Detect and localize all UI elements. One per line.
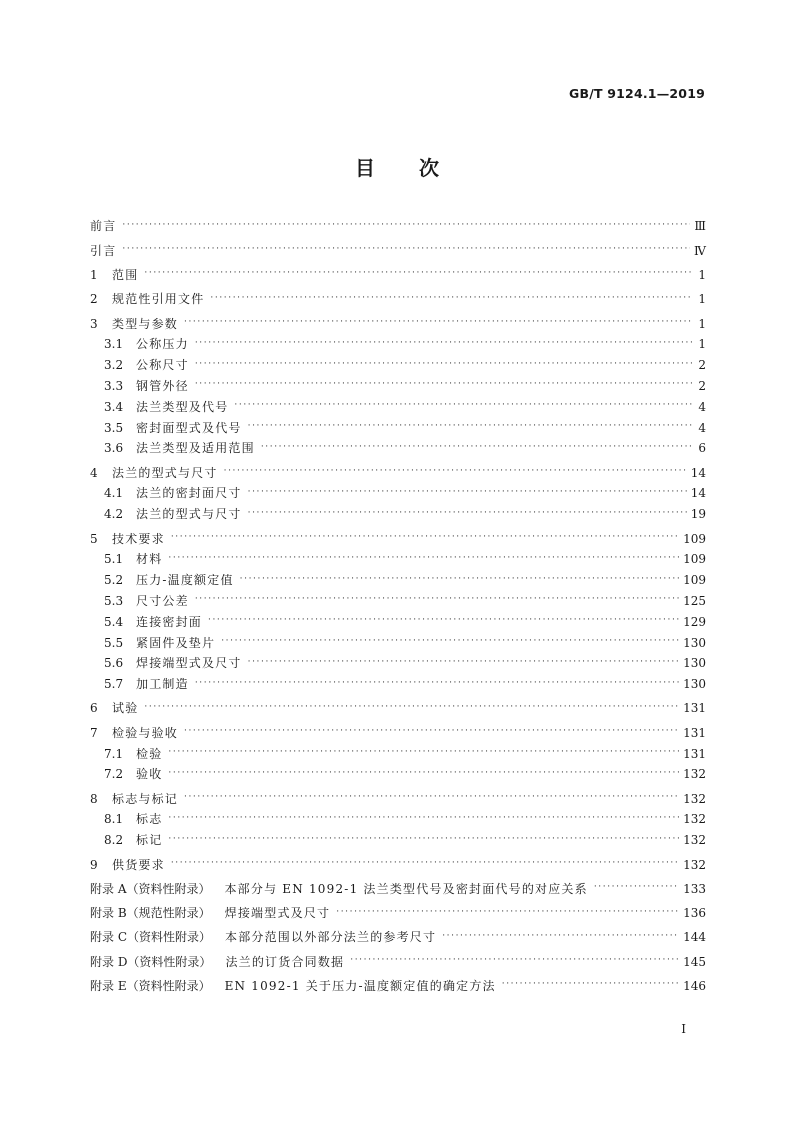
toc-entry-title: 前言 [90,219,117,234]
toc-entry-page: 125 [683,593,706,608]
toc-entry[interactable] [90,743,706,764]
toc-entry-title: EN 1092-1 关于压力-温度额定值的确定方法 [224,978,496,993]
toc-entry[interactable] [90,830,706,851]
toc-leader-dots [184,318,692,327]
toc-entry-number: 8.1 [104,812,124,827]
toc-entry-number: 附录 E（资料性附录） [90,978,211,993]
toc-entry-title: 本部分范围以外部分法兰的参考尺寸 [225,930,437,945]
page-title: 目次 [355,156,483,180]
toc-leader-dots [224,467,687,476]
toc-entry[interactable] [90,483,706,504]
toc-leader-dots [184,727,679,736]
toc-entry-title: 法兰的型式与尺寸 [112,465,218,480]
toc-entry-number: 附录 B（规范性附录） [90,906,211,921]
toc-entry-title: 类型与参数 [112,316,179,331]
toc-entry-title: 引言 [90,243,117,258]
toc-entry[interactable] [90,951,706,972]
toc-entry-page: 132 [683,812,706,827]
toc-entry-number: 附录 C（资料性附录） [90,930,211,945]
toc-entry[interactable] [90,674,706,695]
toc-entry[interactable] [90,570,706,591]
toc-entry-number: 9 [90,857,98,872]
toc-entry-number: 7.2 [104,767,124,782]
toc-leader-dots [144,269,692,278]
toc-leader-dots [502,980,679,989]
toc-entry-page: 130 [683,635,706,650]
toc-entry-number: 5.7 [104,677,124,692]
toc-entry-page: 131 [683,746,706,761]
toc-entry-page: 131 [683,725,706,740]
toc-entry[interactable] [90,788,706,809]
toc-leader-dots [210,294,692,303]
toc-entry-page: Ⅳ [694,243,706,258]
toc-entry-title: 公称尺寸 [136,358,189,373]
toc-entry-page: 1 [698,267,706,282]
toc-entry-number: 4.1 [104,486,124,501]
toc-leader-dots [261,443,692,452]
toc-leader-dots [195,339,692,348]
toc-leader-dots [350,956,679,965]
toc-entry-title: 范围 [112,267,139,282]
toc-leader-dots [248,509,687,518]
toc-entry-number: 8 [90,791,98,806]
toc-entry-number: 2 [90,292,98,307]
toc-leader-dots [195,360,692,369]
toc-entry-page: 2 [698,378,706,393]
toc-entry-title: 试验 [112,701,139,716]
toc-entry-number: 3.1 [104,337,124,352]
toc-entry[interactable] [90,313,706,334]
toc-entry-page: 133 [683,881,706,896]
toc-entry[interactable] [90,396,706,417]
toc-entry[interactable] [90,611,706,632]
toc-leader-dots [184,793,679,802]
toc-entry-number: 3 [90,316,98,331]
toc-entry[interactable] [90,854,706,875]
toc-entry-number: 7.1 [104,746,124,761]
toc-entry-number: 3.2 [104,358,124,373]
toc-entry[interactable] [90,334,706,355]
toc-entry-page: 19 [690,507,706,522]
toc-entry-page: 1 [698,337,706,352]
toc-entry-title: 验收 [136,767,163,782]
toc-entry-page: 146 [683,978,706,993]
toc-entry-title: 标志 [136,812,163,827]
toc-entry-page: 109 [683,573,706,588]
toc-entry-number: 8.2 [104,833,124,848]
toc-entry-number: 3.5 [104,420,124,435]
toc-entry[interactable] [90,722,706,743]
toc-entry[interactable] [90,417,706,438]
toc-entry[interactable] [90,438,706,459]
toc-entry-page: 145 [683,954,706,969]
toc-entry[interactable] [90,265,706,286]
toc-leader-dots [168,814,679,823]
toc-entry-page: 130 [683,656,706,671]
toc-entry[interactable] [90,462,706,483]
toc-leader-dots [168,554,679,563]
toc-leader-dots [168,835,679,844]
toc-entry-page: 14 [690,465,706,480]
toc-entry-number: 6 [90,701,98,716]
toc-leader-dots [195,679,679,688]
toc-entry-title: 公称压力 [136,337,189,352]
toc-entry-title: 技术要求 [112,531,165,546]
toc-entry[interactable] [90,878,706,899]
toc-entry[interactable] [90,698,706,719]
toc-entry-title: 钢管外径 [136,378,189,393]
toc-leader-dots [234,401,692,410]
toc-leader-dots [442,932,679,941]
toc-entry-page: 132 [683,833,706,848]
toc-entry-page: 4 [698,420,706,435]
footer-page-number: I [681,1022,686,1036]
table-of-contents [90,216,706,996]
toc-entry-page: 129 [683,614,706,629]
toc-entry-title: 本部分与 EN 1092-1 法兰类型代号及密封面代号的对应关系 [224,881,588,896]
toc-entry[interactable] [90,376,706,397]
toc-leader-dots [594,883,679,892]
toc-entry-page: 1 [698,292,706,307]
toc-leader-dots [221,637,679,646]
toc-entry-number: 5.2 [104,573,124,588]
toc-entry-title: 标记 [136,833,163,848]
toc-entry[interactable] [90,216,706,237]
toc-entry-number: 5.6 [104,656,124,671]
toc-entry-page: 109 [683,531,706,546]
toc-entry[interactable] [90,591,706,612]
toc-entry-title: 检验 [136,746,163,761]
toc-entry-title: 连接密封面 [136,614,203,629]
toc-entry-page: 2 [698,358,706,373]
toc-entry[interactable] [90,809,706,830]
toc-entry-page: Ⅲ [694,219,706,234]
toc-entry-title: 密封面型式及代号 [136,420,242,435]
toc-entry-page: 6 [698,441,706,456]
toc-entry-page: 1 [698,316,706,331]
toc-entry[interactable] [90,528,706,549]
toc-entry-page: 132 [683,767,706,782]
toc-entry-page: 109 [683,552,706,567]
toc-leader-dots [122,245,690,254]
toc-entry-title: 法兰的订货合同数据 [225,954,345,969]
toc-entry[interactable] [90,504,706,525]
toc-entry-title: 法兰的型式与尺寸 [136,507,242,522]
toc-entry-number: 3.6 [104,441,124,456]
toc-leader-dots [168,769,679,778]
toc-entry-title: 法兰类型及适用范围 [136,441,255,456]
toc-entry-title: 法兰类型及代号 [136,399,229,414]
toc-leader-dots [171,859,679,868]
toc-entry-page: 132 [683,857,706,872]
toc-leader-dots [122,221,690,230]
toc-leader-dots [248,658,679,667]
toc-entry-page: 130 [683,677,706,692]
toc-entry-title: 法兰的密封面尺寸 [136,486,242,501]
toc-entry-title: 压力-温度额定值 [136,573,234,588]
toc-leader-dots [171,533,679,542]
toc-entry-title: 供货要求 [112,857,165,872]
toc-entry[interactable] [90,927,706,948]
toc-entry-number: 3.4 [104,399,124,414]
toc-entry[interactable] [90,632,706,653]
toc-entry-title: 焊接端型式及尺寸 [136,656,242,671]
toc-entry-number: 附录 A（资料性附录） [90,881,211,896]
toc-entry-title: 尺寸公差 [136,593,189,608]
standard-code: GB/T 9124.1—2019 [569,86,705,101]
toc-entry-number: 4.2 [104,507,124,522]
toc-entry-number: 5.5 [104,635,124,650]
toc-entry-page: 131 [683,701,706,716]
toc-entry-title: 焊接端型式及尺寸 [224,906,331,921]
toc-entry-number: 1 [90,267,98,282]
toc-entry[interactable] [90,764,706,785]
toc-entry-page: 136 [683,906,706,921]
toc-entry-number: 4 [90,465,98,480]
toc-entry-page: 14 [690,486,706,501]
toc-entry-number: 7 [90,725,98,740]
toc-entry-title: 材料 [136,552,163,567]
toc-entry-number: 5 [90,531,98,546]
toc-leader-dots [248,488,687,497]
toc-entry-number: 5.3 [104,593,124,608]
toc-leader-dots [248,422,692,431]
toc-entry-page: 4 [698,399,706,414]
toc-leader-dots [195,595,679,604]
toc-entry-title: 标志与标记 [112,791,179,806]
toc-entry-title: 规范性引用文件 [112,292,205,307]
toc-entry[interactable] [90,355,706,376]
toc-entry-number: 5.1 [104,552,124,567]
toc-entry[interactable] [90,976,706,997]
toc-leader-dots [144,703,679,712]
toc-leader-dots [195,380,692,389]
toc-leader-dots [240,575,679,584]
toc-leader-dots [168,748,679,757]
toc-entry[interactable] [90,549,706,570]
toc-entry-title: 紧固件及垫片 [136,635,216,650]
toc-entry-number: 3.3 [104,378,124,393]
toc-entry-page: 132 [683,791,706,806]
toc-entry-number: 附录 D（资料性附录） [90,954,212,969]
toc-leader-dots [208,616,679,625]
toc-entry[interactable] [90,903,706,924]
toc-leader-dots [336,908,679,917]
toc-entry-title: 加工制造 [136,677,189,692]
toc-entry[interactable] [90,653,706,674]
toc-entry[interactable] [90,289,706,310]
toc-entry-page: 144 [683,930,706,945]
toc-entry-title: 检验与验收 [112,725,179,740]
toc-entry-number: 5.4 [104,614,124,629]
toc-entry[interactable] [90,240,706,261]
